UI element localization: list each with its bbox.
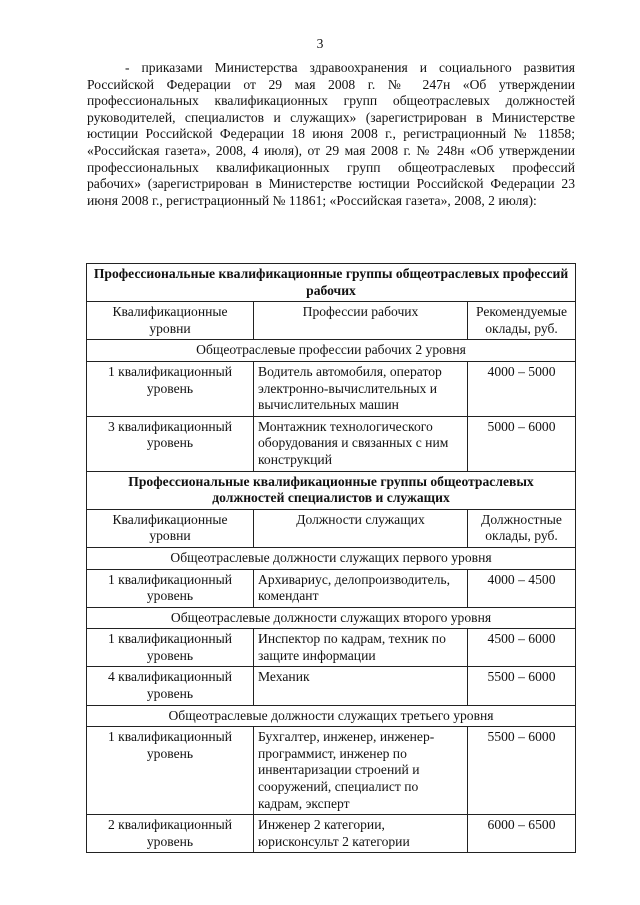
group-row (87, 607, 576, 629)
profession-cell: Инженер 2 категории, юрисконсульт 2 категории (254, 815, 468, 853)
header-salaries: Должностные оклады, руб. (468, 509, 576, 547)
group-title: Общеотраслевые профессии рабочих 2 уровня (87, 340, 576, 362)
header-row (87, 509, 576, 547)
section-title: Профессиональные квалификационные группы общеотраслевых профессий рабочих (87, 264, 576, 302)
table-row (87, 569, 576, 607)
level-cell: 1 квалификационный уровень (87, 569, 254, 607)
salary-cell: 6000 – 6500 (468, 815, 576, 853)
salary-cell: 5000 – 6000 (468, 416, 576, 471)
salary-cell: 5500 – 6000 (468, 667, 576, 705)
profession-cell: Механик (254, 667, 468, 705)
table-row (87, 361, 576, 416)
level-cell: 3 квалификационный уровень (87, 416, 254, 471)
page-number: 3 (316, 36, 324, 51)
group-row (87, 705, 576, 727)
group-title: Общеотраслевые должности служащих первого уровня (87, 547, 576, 569)
table-row (87, 629, 576, 667)
table-row (87, 727, 576, 815)
header-levels: Квалификационные уровни (87, 302, 254, 340)
level-cell: 2 квалификационный уровень (87, 815, 254, 853)
level-cell: 1 квалификационный уровень (87, 629, 254, 667)
level-cell: 4 квалификационный уровень (87, 667, 254, 705)
header-levels: Квалификационные уровни (87, 509, 254, 547)
level-cell: 1 квалификационный уровень (87, 361, 254, 416)
salary-cell: 4000 – 4500 (468, 569, 576, 607)
table-row (87, 815, 576, 853)
group-row (87, 340, 576, 362)
intro-paragraph: - приказами Министерства здравоохранения и социального развития Российской Федерации от 29 мая 2008 г. № 247н «Об утверждении профессиональных квалификационных групп общеотраслевых должностей руководителей, специалистов и служащих» (зарегистрирован в Министерстве юстиции Российской Федерации 18 июня 2008 г., регистрационный № 11858; «Российская газета», 2008, 4 июля), от 29 мая 2008 г. № 248н «Об утверждении профессиональных квалификационных групп общеотраслевых профессий рабочих» (зарегистрирован в Министерстве юстиции Российской Федерации 23 июня 2008 г., регистрационный № 11861; «Российская газета», 2008, 2 июля): (87, 60, 575, 208)
qualification-groups-table (86, 263, 576, 853)
level-cell: 1 квалификационный уровень (87, 727, 254, 815)
header-professions: Профессии рабочих (254, 302, 468, 340)
profession-cell: Монтажник технологического оборудования и связанных с ним конструкций (254, 416, 468, 471)
profession-cell: Архивариус, делопроизводитель, комендант (254, 569, 468, 607)
header-salaries: Рекомендуемые оклады, руб. (468, 302, 576, 340)
salary-cell: 4500 – 6000 (468, 629, 576, 667)
section-title-row (87, 264, 576, 302)
section-title-row (87, 471, 576, 509)
profession-cell: Бухгалтер, инженер, инженер-программист, инженер по инвентаризации строений и сооружений, специалист по кадрам, эксперт (254, 727, 468, 815)
header-positions: Должности служащих (254, 509, 468, 547)
salary-cell: 5500 – 6000 (468, 727, 576, 815)
group-title: Общеотраслевые должности служащих второго уровня (87, 607, 576, 629)
group-row (87, 547, 576, 569)
profession-cell: Инспектор по кадрам, техник по защите информации (254, 629, 468, 667)
section-title: Профессиональные квалификационные группы общеотраслевых должностей специалистов и служащих (87, 471, 576, 509)
table-row (87, 667, 576, 705)
group-title: Общеотраслевые должности служащих третьего уровня (87, 705, 576, 727)
header-row (87, 302, 576, 340)
salary-cell: 4000 – 5000 (468, 361, 576, 416)
profession-cell: Водитель автомобиля, оператор электронно-вычислительных и вычислительных машин (254, 361, 468, 416)
table-row (87, 416, 576, 471)
